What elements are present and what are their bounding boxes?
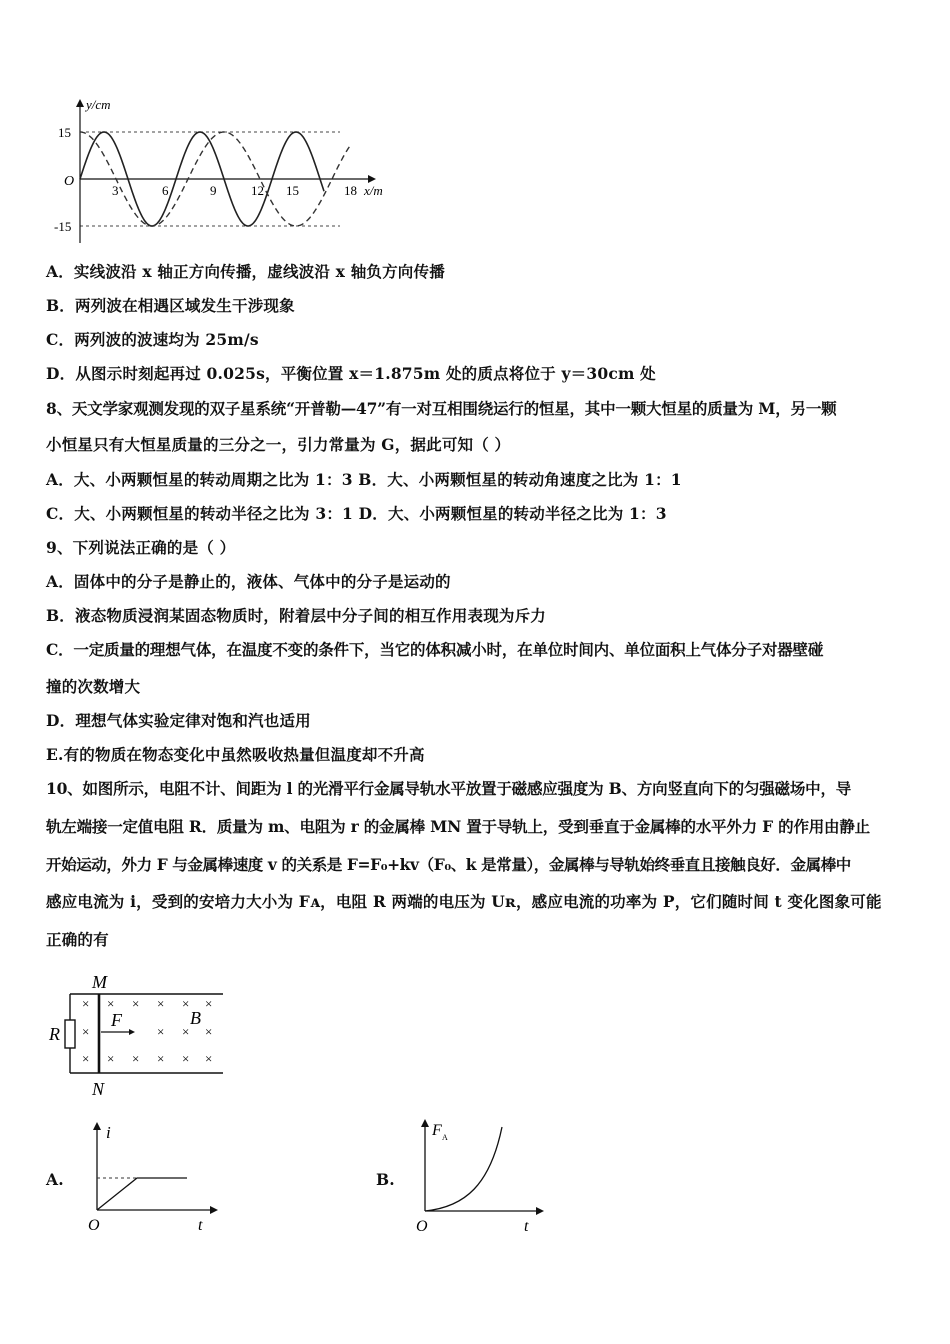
q9-option-e: E.有的物质在物态变化中虽然吸收热量但温度却不升高 xyxy=(46,745,425,764)
wave-x-tick: 6 xyxy=(162,183,169,198)
field-cross: × xyxy=(205,1024,213,1039)
q9-option-c-line2: 撞的次数增大 xyxy=(46,677,141,696)
label-f: F xyxy=(111,1010,122,1030)
q7-option-a: A．实线波沿 x 轴正方向传播，虚线波沿 x 轴负方向传播 xyxy=(46,262,445,281)
graph-b-option-label: B. xyxy=(376,1170,395,1189)
q8-stem-line1: 8、天文学家观测发现的双子星系统“开普勒—47”有一对互相围绕运行的恒星，其中一颗大恒星的质量为 M，另一颗 xyxy=(46,399,837,418)
graph-b-y-subscript: A xyxy=(442,1133,448,1142)
field-cross: × xyxy=(205,996,213,1011)
graph-a-y-label: i xyxy=(106,1123,111,1142)
wave-x-tick: 9 xyxy=(210,183,217,198)
field-cross: × xyxy=(132,996,140,1011)
q9-option-b: B．液态物质浸润某固态物质时，附着层中分子间的相互作用表现为斥力 xyxy=(46,606,547,625)
wave-x-label: x/m xyxy=(364,183,383,198)
q7-option-c: C．两列波的波速均为 25m/s xyxy=(46,330,259,349)
q8-options-line2: C．大、小两颗恒星的转动半径之比为 3：1 D．大、小两颗恒星的转动半径之比为 1：3 xyxy=(46,504,667,523)
field-cross: × xyxy=(82,996,90,1011)
field-cross: × xyxy=(182,1024,190,1039)
q7-option-b: B．两列波在相遇区域发生干涉现象 xyxy=(46,296,295,315)
field-cross: × xyxy=(107,1051,115,1066)
field-cross: × xyxy=(157,1051,165,1066)
wave-y-tick-bottom: -15 xyxy=(54,219,72,234)
wave-y-label: y/cm xyxy=(86,97,111,112)
wave-x-tick: 18 xyxy=(344,183,357,198)
q8-stem-line2: 小恒星只有大恒星质量的三分之一，引力常量为 G，据此可知（ ） xyxy=(46,435,511,454)
q10-line2: 轨左端接一定值电阻 R．质量为 m、电阻为 r 的金属棒 MN 置于导轨上，受到垂直于金属棒的水平外力 F 的作用由静止 xyxy=(46,817,870,836)
graph-b xyxy=(410,1115,550,1237)
wave-x-tick: 12 xyxy=(251,183,264,198)
graph-b-curve xyxy=(425,1127,502,1211)
circuit-diagram xyxy=(45,970,245,1100)
q10-line4: 感应电流为 i，受到的安培力大小为 Fᴀ，电阻 R 两端的电压为 Uʀ，感应电流的功率为 P，它们随时间 t 变化图象可能 xyxy=(46,892,882,911)
label-m: M xyxy=(92,972,107,992)
field-cross: × xyxy=(82,1024,90,1039)
field-cross: × xyxy=(82,1051,90,1066)
q9-option-c-line1: C．一定质量的理想气体，在温度不变的条件下，当它的体积减小时，在单位时间内、单位面积上气体分子对器壁碰 xyxy=(46,640,824,659)
wave-y-tick-top: 15 xyxy=(58,125,71,140)
wave-graph xyxy=(50,95,400,245)
q10-line3: 开始运动，外力 F 与金属棒速度 v 的关系是 F=F₀+kv（F₀、k 是常量），金属棒与导轨始终垂直且接触良好．金属棒中 xyxy=(46,855,851,874)
graph-a-origin: O xyxy=(88,1217,100,1234)
field-cross: × xyxy=(157,996,165,1011)
q8-options-line1: A．大、小两颗恒星的转动周期之比为 1：3 B．大、小两颗恒星的转动角速度之比为 1：1 xyxy=(46,470,682,489)
field-cross: × xyxy=(182,996,190,1011)
wave-origin: O xyxy=(64,174,75,189)
q10-line5: 正确的有 xyxy=(46,930,109,949)
field-cross: × xyxy=(205,1051,213,1066)
field-cross: × xyxy=(107,996,115,1011)
graph-a-x-label: t xyxy=(198,1217,203,1234)
q9-option-d: D．理想气体实验定律对饱和汽也适用 xyxy=(46,711,311,730)
q10-line1: 10、如图所示，电阻不计、间距为 l 的光滑平行金属导轨水平放置于磁感应强度为 B、方向竖直向下的匀强磁场中，导 xyxy=(46,779,852,798)
wave-x-tick: 3 xyxy=(112,183,119,198)
q9-stem: 9、下列说法正确的是（ ） xyxy=(46,538,236,557)
wave-x-tick: 15 xyxy=(286,183,299,198)
graph-b-x-label: t xyxy=(524,1218,529,1235)
label-n: N xyxy=(92,1079,105,1099)
label-b: B xyxy=(190,1008,201,1028)
graph-b-y-label: F xyxy=(432,1122,442,1139)
q7-option-d: D．从图示时刻起再过 0.025s，平衡位置 x＝1.875m 处的质点将位于 y＝30cm 处 xyxy=(46,364,656,383)
graph-b-origin: O xyxy=(416,1218,428,1235)
graph-a xyxy=(82,1118,222,1236)
field-cross: × xyxy=(182,1051,190,1066)
field-cross: × xyxy=(157,1024,165,1039)
q9-option-a: A．固体中的分子是静止的，液体、气体中的分子是运动的 xyxy=(46,572,451,591)
graph-a-curve xyxy=(97,1178,187,1210)
field-cross: × xyxy=(132,1051,140,1066)
label-r: R xyxy=(49,1024,60,1044)
graph-a-option-label: A. xyxy=(46,1170,64,1189)
resistor xyxy=(65,1020,75,1048)
